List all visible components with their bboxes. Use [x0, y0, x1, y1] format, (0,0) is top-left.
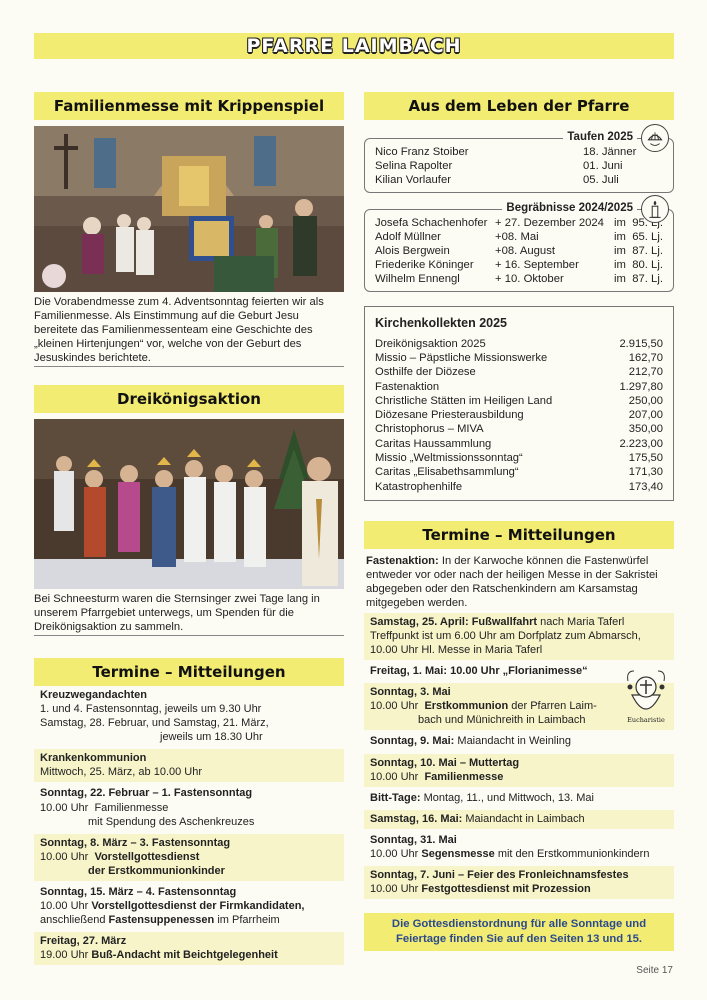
kollekte-name: Diözesane Priesterausbildung	[375, 409, 524, 422]
kollekte-amount: 173,40	[628, 480, 663, 493]
maiandacht-laimbach-text: Maiandacht in Laimbach	[465, 812, 585, 825]
begraebnis-date: + 16. September	[495, 259, 579, 272]
kollekte-row	[375, 451, 663, 465]
left-termine-heading: Termine – Mitteilungen	[34, 658, 344, 686]
fastensonntag-4-suppe: Fastensuppenessen	[108, 914, 215, 927]
muttertag-time: 10.00 Uhr	[370, 770, 419, 783]
dreikoenig-heading: Dreikönigsaktion	[34, 385, 344, 413]
kollekte-amount: 2.915,50	[619, 337, 663, 350]
kreuzweg-line-2: Samstag, 28. Februar, und Samstag, 21. März,	[40, 717, 269, 730]
kollekte-amount: 1.297,80	[619, 380, 663, 393]
begraebnis-age: im 95. Lj.	[614, 216, 663, 229]
erstkommunion-line-2: bach und Münichreith in Laimbach	[418, 714, 586, 727]
bussandacht-block	[34, 932, 344, 967]
taufen-list	[375, 145, 663, 188]
begraebnis-row	[375, 258, 663, 272]
begraebnis-name: Alois Bergwein	[375, 245, 450, 258]
erstkommunion-block	[364, 683, 674, 732]
fastensonntag-3-time: 10.00 Uhr	[40, 850, 89, 863]
kranken-line: Mittwoch, 25. März, ab 10.00 Uhr	[40, 766, 203, 779]
kollekte-name: Christophorus – MIVA	[375, 423, 484, 436]
maiandacht-weinling-block	[364, 732, 674, 753]
wallfahrt-dest: nach Maria Taferl	[540, 615, 625, 628]
right-termine-heading: Termine – Mitteilungen	[364, 521, 674, 549]
kollekte-amount: 162,70	[628, 351, 663, 364]
begraebnis-date: + 27. Dezember 2024	[495, 216, 604, 229]
begraebnis-row	[375, 216, 663, 230]
begraebnis-name: Friederike Köninger	[375, 259, 474, 272]
church-nativity-photo	[34, 126, 344, 292]
taufen-box	[364, 131, 674, 193]
segensmesse-time: 10.00 Uhr	[370, 847, 419, 860]
fastensonntag-4-title: Sonntag, 15. März – 4. Fastensonntag	[40, 885, 237, 898]
kranken-block	[34, 749, 344, 784]
kollekte-amount: 212,70	[628, 366, 663, 379]
kollekte-row	[375, 380, 663, 394]
kollekte-name: Dreikönigsaktion 2025	[375, 337, 486, 350]
begraebnis-row	[375, 244, 663, 258]
wallfahrt-line-3: 10.00 Uhr Hl. Messe in Maria Taferl	[370, 644, 543, 657]
begraebnis-date: +08. August	[495, 245, 555, 258]
begraebnis-age: im 87. Lj.	[614, 245, 663, 258]
fastensonntag-1-line-2: mit Spendung des Aschenkreuzes	[88, 815, 255, 828]
kollekte-row	[375, 408, 663, 422]
segensmesse-block	[364, 831, 674, 866]
kollekte-amount: 175,50	[628, 452, 663, 464]
kollekte-amount: 250,00	[628, 394, 663, 407]
maiandacht-weinling-text: Maiandacht in Weinling	[457, 735, 571, 748]
eucharistie-icon	[622, 665, 670, 725]
maiandacht-laimbach-block	[364, 810, 674, 831]
fastensonntag-1-title: Sonntag, 22. Februar – 1. Fastensonntag	[40, 787, 253, 800]
taufen-title: Taufen 2025	[563, 130, 637, 145]
fronleichnam-block	[364, 866, 674, 901]
fastensonntag-3-title: Sonntag, 8. März – 3. Fastensonntag	[40, 836, 231, 849]
fronleichnam-time: 10.00 Uhr	[370, 883, 419, 896]
muttertag-bold: Familienmesse	[424, 770, 504, 783]
kollekte-name: Fastenaktion	[375, 380, 440, 393]
begraebnis-date: +08. Mai	[495, 230, 539, 243]
kollekten-box	[364, 306, 674, 501]
familienmesse-heading: Familienmesse mit Krippenspiel	[34, 92, 344, 120]
kreuzweg-title: Kreuzwegandachten	[40, 689, 147, 701]
kollekte-row	[375, 351, 663, 365]
taufe-date: 01. Juni	[583, 160, 623, 173]
wallfahrt-block	[364, 613, 674, 662]
fastensonntag-4-time: 10.00 Uhr	[40, 900, 89, 913]
maiandacht-weinling-date: Sonntag, 9. Mai:	[370, 735, 455, 748]
bussandacht-title: Freitag, 27. März	[40, 935, 127, 948]
kollekte-row	[375, 465, 663, 479]
segensmesse-title: Sonntag, 31. Mai	[370, 833, 457, 846]
right-column	[364, 92, 674, 951]
begraebnis-age: im 87. Lj.	[614, 273, 663, 286]
bussandacht-time: 19.00 Uhr	[40, 949, 89, 962]
dreikoenig-caption: Bei Schneesturm waren die Sternsinger zwei Tage lang in unserem Pfarrgebiet unterwegs, um Spenden für die Dreikönigsaktion zu sammeln.	[34, 589, 344, 636]
kollekte-name: Christliche Stätten im Heiligen Land	[375, 394, 553, 407]
page-banner	[34, 33, 674, 59]
kollekte-name: Caritas Haussammlung	[375, 437, 492, 450]
fastensonntag-4-block	[34, 883, 344, 932]
fastenaktion-note	[364, 549, 674, 613]
fastenaktion-text: In der Karwoche können die Fastenwürfel entweder vor oder nach der heiligen Messe in der Sakristei abgegeben oder den Ratschenkindern am Karsamstag mitgegeben werden.	[366, 554, 658, 609]
segensmesse-rest: mit den Erstkommunionkindern	[497, 847, 650, 860]
banner-title: PFARRE LAIMBACH	[246, 35, 462, 57]
florianimesse-title: Freitag, 1. Mai: 10.00 Uhr „Florianimesse“	[370, 665, 588, 678]
kollekte-amount: 2.223,00	[619, 437, 663, 450]
taufe-row	[375, 145, 663, 159]
kollekte-row	[375, 337, 663, 351]
fastensonntag-1-line-1: Familienmesse	[94, 801, 169, 814]
muttertag-block	[364, 754, 674, 789]
kollekte-name: Missio – Päpstliche Missionswerke	[375, 351, 548, 364]
eucharistie-label: Eucharistie	[627, 716, 665, 725]
erstkommunion-rest: der Pfarren Laim-	[511, 700, 597, 713]
kollekte-amount: 171,30	[628, 466, 663, 479]
begraebnis-name: Wilhelm Ennengl	[375, 273, 460, 286]
muttertag-title: Sonntag, 10. Mai – Muttertag	[370, 756, 520, 769]
kollekte-name: Osthilfe der Diözese	[375, 366, 476, 379]
kollekte-name: Caritas „Elisabethsammlung“	[375, 466, 519, 479]
gottesdienstordnung-note: Die Gottesdienstordnung für alle Sonntage und Feiertage finden Sie auf den Seiten 13 und 15.	[364, 913, 674, 951]
kreuzweg-line-3: jeweils um 18.30 Uhr	[160, 731, 263, 744]
begraebnisse-title: Begräbnisse 2024/2025	[502, 201, 637, 216]
kollekte-name: Katastrophenhilfe	[375, 480, 463, 493]
familienmesse-caption: Die Vorabendmesse zum 4. Adventsonntag feierten wir als Familienmesse. Als Einstimmung auf die Geburt Jesu bereitete das Familienmessenteam eine Geschichte des „kleinen Hirtenjungen“ vor, welche von der Geburt des Jesuskindes berichtete.	[34, 292, 344, 367]
leben-heading: Aus dem Leben der Pfarre	[364, 92, 674, 120]
begraebnis-row	[375, 230, 663, 244]
fastensonntag-4-line-1: Vorstellgottesdienst der Firmkandidaten,	[91, 900, 305, 913]
erstkommunion-time: 10.00 Uhr	[370, 700, 419, 713]
taufe-row	[375, 173, 663, 187]
kollekte-amount: 207,00	[628, 409, 663, 422]
kollekte-row	[375, 422, 663, 436]
fastensonntag-3-line-1: Vorstellgottesdienst	[94, 850, 200, 863]
begraebnisse-box	[364, 201, 674, 292]
bitttage-block	[364, 789, 674, 810]
taufe-date: 18. Jänner	[583, 146, 637, 158]
begraebnis-name: Adolf Müllner	[375, 230, 441, 243]
kreuzweg-line-1: 1. und 4. Fastensonntag, jeweils um 9.30 Uhr	[40, 703, 262, 716]
left-column	[34, 92, 344, 967]
taufe-name: Kilian Vorlaufer	[375, 174, 451, 187]
kollekte-row	[375, 437, 663, 451]
bitttage-text: Montag, 11., und Mittwoch, 13. Mai	[423, 791, 594, 804]
wallfahrt-bold: Fußwallfahrt	[471, 615, 538, 628]
taufe-name: Nico Franz Stoiber	[375, 146, 469, 158]
kollekte-row	[375, 480, 663, 494]
bitttage-label: Bitt-Tage:	[370, 791, 421, 804]
begraebnis-age: im 65. Lj.	[614, 230, 663, 243]
kreuzweg-block	[34, 686, 344, 749]
kollekten-title: Kirchenkollekten 2025	[375, 315, 508, 330]
fastensonntag-1-time: 10.00 Uhr	[40, 801, 89, 814]
begraebnisse-list	[375, 216, 663, 287]
begraebnis-age: im 80. Lj.	[614, 259, 663, 272]
kollekten-list	[375, 337, 663, 494]
segensmesse-bold: Segensmesse	[421, 847, 495, 860]
fronleichnam-title: Sonntag, 7. Juni – Feier des Fronleichnamsfestes	[370, 868, 629, 881]
begraebnis-date: + 10. Oktober	[495, 273, 564, 286]
kollekte-name: Missio „Weltmissionssonntag“	[375, 452, 523, 464]
fastensonntag-3-line-2: der Erstkommunionkinder	[88, 864, 225, 877]
bussandacht-line: Buß-Andacht mit Beichtgelegenheit	[91, 949, 278, 962]
taufe-row	[375, 159, 663, 173]
kranken-title: Krankenkommunion	[40, 752, 147, 765]
taufe-date: 05. Juli	[583, 174, 619, 187]
fastensonntag-4-ort: im Pfarrheim	[217, 914, 280, 927]
fastensonntag-1-block	[34, 784, 344, 833]
fronleichnam-bold: Festgottesdienst mit Prozession	[421, 883, 591, 896]
wallfahrt-date: Samstag, 25. April:	[370, 615, 469, 628]
candle-icon	[641, 195, 669, 223]
taufe-name: Selina Rapolter	[375, 160, 453, 173]
wallfahrt-line-2: Treffpunkt ist um 6.00 Uhr am Dorfplatz zum Abmarsch,	[370, 629, 641, 642]
kollekte-row	[375, 365, 663, 379]
fastensonntag-4-anschl: anschließend	[40, 914, 106, 927]
baptism-shell-icon	[641, 124, 669, 152]
fastensonntag-3-block	[34, 834, 344, 883]
maiandacht-laimbach-date: Samstag, 16. Mai:	[370, 812, 463, 825]
begraebnis-row	[375, 272, 663, 286]
kollekte-row	[375, 394, 663, 408]
erstkommunion-bold: Erstkommunion	[424, 700, 509, 713]
sternsinger-photo	[34, 419, 344, 589]
begraebnis-name: Josefa Schachenhofer	[375, 216, 488, 229]
erstkommunion-title: Sonntag, 3. Mai	[370, 686, 451, 699]
fastenaktion-label: Fastenaktion:	[366, 554, 439, 567]
page-number: Seite 17	[636, 965, 673, 977]
kollekte-amount: 350,00	[628, 423, 663, 436]
